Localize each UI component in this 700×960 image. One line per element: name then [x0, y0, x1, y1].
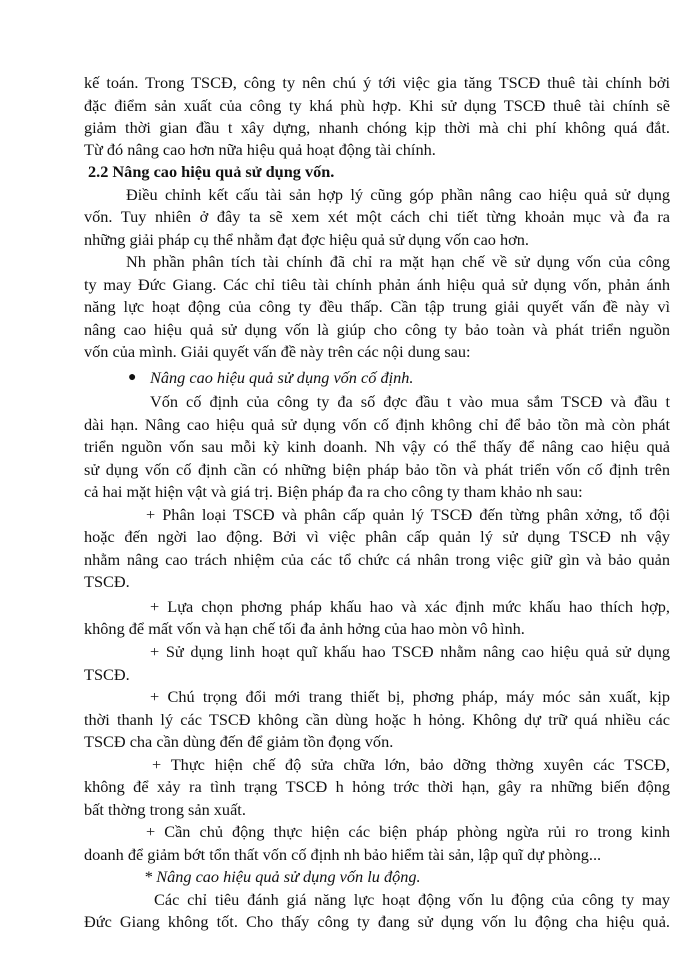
- subheading: * Nâng cao hiệu quả sử dụng vốn lu động.: [144, 867, 421, 886]
- text-line: + Cần chủ động thực hiện các biện pháp phòng ngừa rủi ro trong kinh: [146, 822, 670, 841]
- text-line: không để xảy ra tình trạng TSCĐ h hỏng trớc thời hạn, gây ra những biến động: [84, 777, 670, 796]
- text-line: Điều chỉnh kết cấu tài sản hợp lý cũng góp phần nâng cao hiệu quả sử dụng: [126, 185, 670, 204]
- text-line: vốn. Tuy nhiên ở đây ta sẽ xem xét một cách chi tiết từng khoản mục và đa ra: [84, 207, 670, 226]
- text-line: triển nguồn vốn sau mỗi kỳ kinh doanh. Nh vậy có thể thấy để nâng cao hiệu quả: [84, 437, 670, 456]
- text-line: Nh phần phân tích tài chính đã chỉ ra mặt hạn chế về sử dụng vốn của công: [126, 252, 670, 271]
- text-line: dài hạn. Nâng cao hiệu quả sử dụng vốn cố định không chỉ để bảo tồn mà còn phát: [84, 415, 670, 434]
- text-line: năng lực hoạt động của công ty đều thấp. Cần tập trung giải quyết vấn đề này vì: [84, 297, 670, 316]
- text-line: nâng cao hiệu quả sử dụng vốn là giúp cho công ty bảo toàn và phát triển nguồn: [84, 320, 670, 339]
- text-line: sử dụng vốn cố định cần có những biện pháp bảo tồn và phát triển vốn cố định trên: [84, 460, 670, 479]
- section-heading: 2.2 Nâng cao hiệu quả sử dụng vốn.: [88, 162, 335, 181]
- text-line: cả hai mặt hiện vật và giá trị. Biện pháp đa ra cho công ty tham khảo nh sau:: [84, 482, 583, 501]
- text-line: TSCĐ.: [84, 665, 130, 684]
- text-line: kế toán. Trong TSCĐ, công ty nên chú ý tới việc gia tăng TSCĐ thuê tài chính bởi: [84, 73, 670, 92]
- text-line: ty may Đức Giang. Các chỉ tiêu tài chính phản ánh hiệu quả sử dụng vốn, phản ánh: [84, 275, 670, 294]
- text-line: Các chỉ tiêu đánh giá năng lực hoạt động vốn lu động của công ty may: [154, 890, 670, 909]
- text-line: + Sử dụng linh hoạt quĩ khấu hao TSCĐ nhằm nâng cao hiệu quả sử dụng: [150, 642, 670, 661]
- text-line: những giải pháp cụ thể nhằm đạt đợc hiệu quả sử dụng vốn cao hơn.: [84, 230, 529, 249]
- text-line: TSCĐ cha cần dùng đến để giảm tồn đọng vốn.: [84, 732, 394, 751]
- text-line: + Lựa chọn phơng pháp khấu hao và xác định mức khấu hao thích hợp,: [150, 597, 670, 616]
- text-line: giảm thời gian đầu t xây dựng, nhanh chóng kịp thời mà chi phí không quá đắt.: [84, 118, 670, 137]
- text-line: đặc điểm sản xuất của công ty khá phù hợp. Khi sử dụng TSCĐ thuê tài chính sẽ: [84, 96, 670, 115]
- text-line: + Chú trọng đổi mới trang thiết bị, phơng pháp, máy móc sản xuất, kịp: [150, 687, 670, 706]
- bullet-icon: ●: [128, 370, 137, 385]
- text-line: vốn của mình. Giải quyết vấn đề này trên các nội dung sau:: [84, 342, 471, 361]
- text-line: Đức Giang không tốt. Cho thấy công ty đang sử dụng vốn lu động cha hiệu quả.: [84, 912, 670, 931]
- text-line: bất thờng trong sản xuất.: [84, 800, 246, 819]
- text-line: + Phân loại TSCĐ và phân cấp quản lý TSCĐ đến từng phân xởng, tổ đội: [146, 505, 670, 524]
- text-line: + Thực hiện chế độ sửa chữa lớn, bảo dỡng thờng xuyên các TSCĐ,: [152, 755, 670, 774]
- subheading: Nâng cao hiệu quả sử dụng vốn cố định.: [150, 368, 414, 387]
- text-line: doanh để giảm bớt tổn thất vốn cố định nh bảo hiểm tài sản, lập quĩ dự phòng...: [84, 845, 602, 864]
- text-line: thời thanh lý các TSCĐ không cần dùng hoặc h hỏng. Không dự trữ quá nhiều các: [84, 710, 670, 729]
- text-line: Vốn cố định của công ty đa số đợc đầu t vào mua sắm TSCĐ và đầu t: [150, 392, 670, 411]
- text-line: không để mất vốn và hạn chế tối đa ảnh hởng của hao mòn vô hình.: [84, 619, 525, 638]
- text-line: hoặc đến ngời lao động. Bởi vì việc phân cấp quản lý sử dụng TSCĐ nh vậy: [84, 527, 670, 546]
- text-line: Từ đó nâng cao hơn nữa hiệu quả hoạt động tài chính.: [84, 140, 436, 159]
- text-line: nhằm nâng cao trách nhiệm của các tổ chức cá nhân trong việc giữ gìn và bảo quản: [84, 550, 670, 569]
- text-line: TSCĐ.: [84, 572, 130, 591]
